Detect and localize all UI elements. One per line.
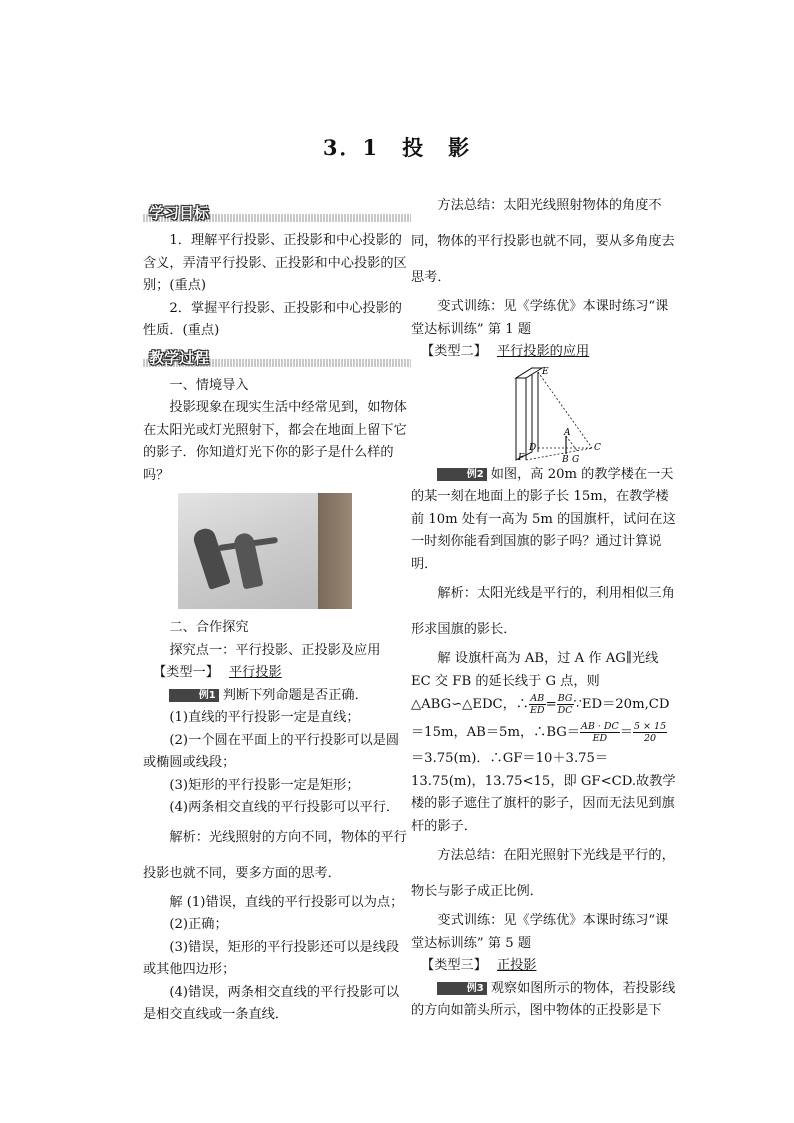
example-text: 观察如图所示的物体，若投影线的方向如箭头所示，图中物体的正投影是下 <box>411 980 676 1018</box>
solution-2-line-2 <box>411 693 679 717</box>
label-g: G <box>572 454 580 462</box>
method-summary-1: 方法总结：太阳光线照射物体的角度不同，物体的平行投影也就不同，要从多角度去思考． <box>411 198 675 285</box>
fraction <box>580 721 620 744</box>
type-bracket: 【类型二】 <box>421 344 487 359</box>
section-header-goals <box>143 202 411 224</box>
section-header-label: 学习目标 <box>149 204 210 222</box>
fraction-denominator: 20 <box>644 732 657 744</box>
section-header-label: 教学过程 <box>149 348 210 367</box>
solution-1-line-2: (2)正确； <box>169 917 228 932</box>
label-e: E <box>542 366 549 377</box>
fraction <box>633 721 667 744</box>
type-bracket: 【类型三】 <box>421 958 487 973</box>
analysis-2: 解析：太阳光线是平行的，利用相似三角形求国旗的影长． <box>411 586 675 637</box>
example-text: 如图，高 20m 的教学楼在一天的某一刻在地面上的影子长 15m，在教学楼前 10m 处有一高为 5m 的国旗杆，试问在这一时刻你能看到国旗的影子吗？通过计算说明． <box>411 466 676 572</box>
shadow-photo <box>178 493 352 609</box>
explore-heading: 二、合作探究 <box>169 620 249 635</box>
solution-2-line-1: 解 设旗杆高为 AB，过 A 作 AG∥光线 EC 交 FB 的延长线于 G 点，则 <box>411 651 659 689</box>
label-a: A <box>564 427 571 438</box>
fraction-denominator: ED <box>592 732 608 744</box>
right-column <box>411 188 679 1023</box>
example-1-item-4: (4)两条相交直线的平行投影可以平行． <box>169 800 400 815</box>
variant-training-1: 变式训练：见《学练优》本课时练习“课堂达标训练” 第 1 题 <box>411 299 669 337</box>
type-heading-3 <box>421 955 679 978</box>
example-badge: 例1 <box>169 689 218 702</box>
formula-text: = <box>545 697 557 712</box>
goal-2: 2．掌握平行投影、正投影和中心投影的性质．(重点) <box>143 300 402 338</box>
fraction <box>557 693 574 716</box>
shadow-figure <box>191 526 230 590</box>
intro-text: 投影现象在现实生活中经常见到，如物体在太阳光或灯光照射下，都会在地面上留下它的影子．你知道灯光下你的影子是什么样的吗？ <box>143 400 407 483</box>
type-heading-2 <box>421 341 679 364</box>
example-badge: 例3 <box>437 982 486 995</box>
formula-text: ∵ED＝20m,CD <box>573 697 670 712</box>
fraction <box>529 693 546 716</box>
type-bracket: 【类型一】 <box>153 665 219 680</box>
analysis-1: 解析：光线照射的方向不同，物体的平行投影也就不同，要多方面的思考． <box>143 829 407 881</box>
label-c: C <box>594 442 601 453</box>
variant-training-2: 变式训练：见《学练优》本课时练习“课堂达标训练” 第 5 题 <box>411 913 669 951</box>
type-name: 平行投影的应用 <box>496 344 590 359</box>
person-leg <box>318 493 352 609</box>
formula-text: △ABG∽△EDC，∴ <box>411 697 529 712</box>
label-d: D <box>529 442 537 453</box>
type-name: 平行投影 <box>228 665 282 680</box>
formula-text: ＝ <box>619 724 633 740</box>
type-name: 正投影 <box>496 958 537 973</box>
ray-ag <box>566 436 578 452</box>
fraction-numerator: BG <box>557 693 573 704</box>
goal-1: 1．理解平行投影、正投影和中心投影的含义，弄清平行投影、正投影和中心投影的区别；(重点) <box>143 233 407 293</box>
intro-heading: 一、情境导入 <box>169 377 249 393</box>
label-f: F <box>518 452 525 462</box>
solution-1-line-1: 解 (1)错误，直线的平行投影可以为点； <box>169 894 404 910</box>
explore-point: 探究点一：平行投影、正投影及应用 <box>169 642 381 658</box>
solution-1-line-3: (3)错误，矩形的平行投影还可以是线段或其他四边形； <box>143 939 400 977</box>
example-1 <box>143 685 411 708</box>
fraction-numerator: 5 × 15 <box>633 720 667 732</box>
fraction-numerator: AB · DC <box>581 720 619 732</box>
type-heading-1 <box>153 662 411 685</box>
example-1-item-1: (1)直线的平行投影一定是直线； <box>169 710 360 725</box>
page-title: 3．1 投 影 <box>322 135 472 160</box>
example-badge: 例2 <box>437 468 486 481</box>
method-summary-2: 方法总结：在阳光照射下光线是平行的，物长与影子成正比例． <box>411 848 675 899</box>
solution-2-line-4: ＝3.75(m)．∴GF＝10＋3.75＝13.75(m)，13.75<15，即 GF<CD.故教学楼的影子遮住了旗杆的影子，因而无法见到旗杆的影子． <box>411 751 676 834</box>
solution-1-line-4: (4)错误，两条相交直线的平行投影可以是相交直线或一条直线． <box>143 984 400 1022</box>
example-1-item-2: (2)一个圆在平面上的平行投影可以是圆或椭圆或线段； <box>143 732 400 770</box>
example-2 <box>411 464 679 577</box>
section-header-process <box>143 347 411 369</box>
left-column <box>143 200 411 1027</box>
example-3 <box>411 978 679 1023</box>
formula-text: ＝15m，AB＝5m，∴BG＝ <box>411 724 580 740</box>
fraction-numerator: AB <box>530 693 545 704</box>
fraction-denominator: ED <box>530 705 545 716</box>
example-text: 判断下列命题是否正确． <box>222 687 368 703</box>
fraction-denominator: DC <box>557 705 573 716</box>
example-1-item-3: (3)矩形的平行投影一定是矩形； <box>169 777 360 793</box>
solution-2-line-3 <box>411 721 679 745</box>
label-b: B <box>562 454 569 462</box>
building-flagpole-figure <box>506 366 606 462</box>
